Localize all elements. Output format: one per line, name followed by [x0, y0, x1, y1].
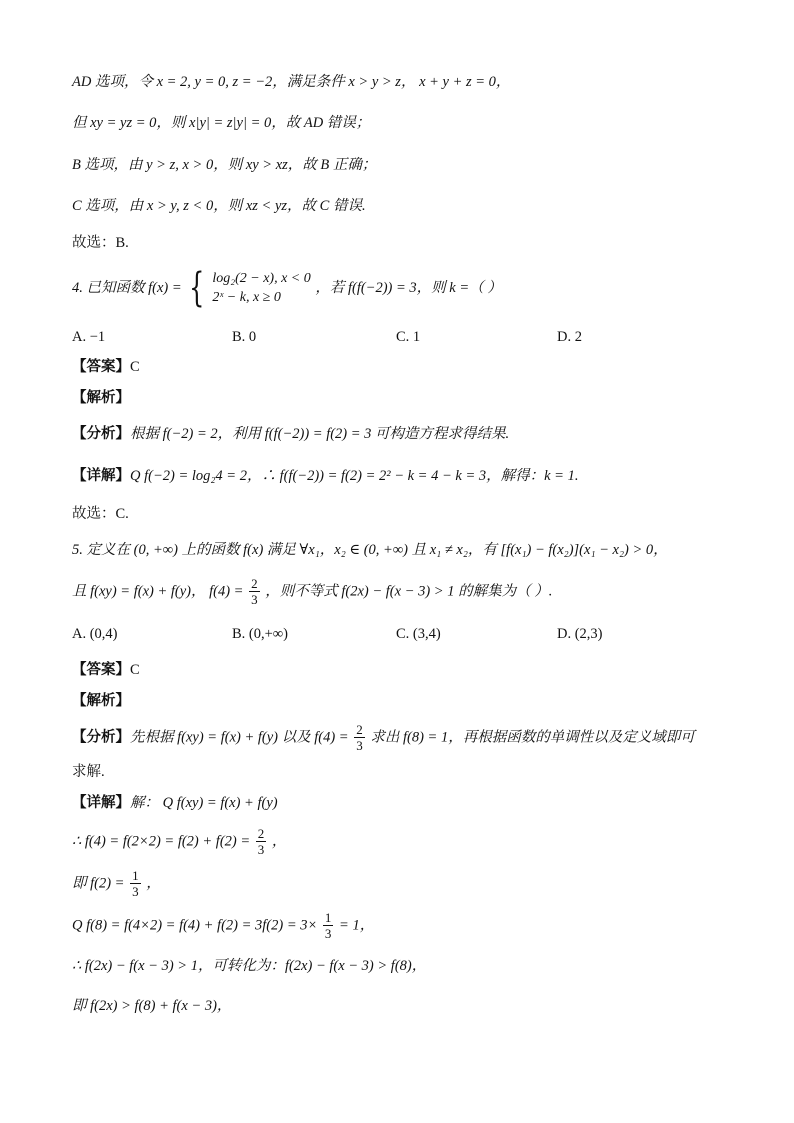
fraction — [130, 868, 141, 899]
fenxi-text: 根据 f(−2) = 2，利用 f(f(−2)) = f(2) = 3 可构造方程求得结果. — [130, 426, 510, 442]
fenxi-text: 先根据 f(xy) = f(x) + f(y) 以及 f(4) = — [130, 729, 349, 746]
q4-prefix: 4. 已知函数 f(x) = — [72, 280, 182, 296]
answer-value: C — [130, 359, 140, 375]
xiangjie-tag: 【详解】 — [72, 468, 130, 484]
q5-answer — [72, 660, 754, 680]
q4-fenxi — [72, 424, 754, 444]
fenxi-tag: 【分析】 — [72, 729, 130, 746]
analysis-tag: 【解析】 — [72, 693, 130, 709]
case-1: log₂(2 − x), x < 0 — [212, 271, 311, 286]
fenxi-text: 求出 f(8) = 1，再根据函数的单调性以及定义域即可 — [370, 729, 695, 746]
answer-tag: 【答案】 — [72, 662, 130, 678]
question-4-stem — [72, 265, 754, 312]
fraction — [256, 826, 267, 857]
q5-option-c: C. (3,4) — [396, 626, 441, 642]
numerator: 1 — [324, 910, 332, 925]
q4-choice: 故选：C. — [72, 506, 129, 522]
q5-option-a: A. (0,4) — [72, 626, 118, 642]
numerator: 2 — [356, 722, 363, 737]
numerator: 1 — [132, 868, 139, 883]
step-text: 即 f(2) = — [72, 875, 125, 892]
xiangjie-text: 解： Q f(xy) = f(x) + f(y) — [130, 795, 278, 811]
step-text: ， — [146, 875, 161, 892]
text-line: 故选：B. — [72, 235, 129, 251]
step-2 — [72, 868, 754, 904]
numerator: 2 — [257, 826, 265, 841]
fraction — [354, 722, 365, 753]
fraction — [249, 576, 260, 607]
analysis-tag: 【解析】 — [72, 390, 130, 406]
step-5: 即 f(2x) > f(8) + f(x − 3)， — [72, 998, 232, 1014]
step-text: ∴ f(4) = f(2×2) = f(2) + f(2) = — [72, 833, 251, 850]
numerator: 2 — [251, 576, 258, 591]
denominator: 3 — [257, 842, 265, 857]
step-text: Q f(8) = f(4×2) = f(4) + f(2) = 3f(2) = 3× — [72, 917, 318, 934]
step-text: ， — [271, 833, 287, 850]
q4-suffix: ，若 f(f(−2)) = 3，则 k =（ ） — [315, 280, 502, 296]
xiangjie-tag: 【详解】 — [72, 795, 130, 811]
text-line: C 选项，由 x > y, z < 0，则 xz < yz，故 C 错误. — [72, 198, 366, 214]
q4-analysis-tag — [72, 388, 754, 408]
step-3 — [72, 910, 754, 946]
xiangjie-text: Q f(−2) = log₂4 = 2，∴ f(f(−2)) = f(2) = 2² − k = 4 − k = 3，解得：k = 1. — [130, 468, 579, 484]
q5-stem-part: 且 f(xy) = f(x) + f(y)， f(4) = — [72, 583, 244, 600]
text-line: AD 选项，令 x = 2, y = 0, z = −2，满足条件 x > y > z， x + y + z = 0， — [72, 74, 511, 90]
denominator: 3 — [324, 926, 332, 941]
q5-fenxi — [72, 722, 754, 758]
step-text: = 1， — [339, 917, 375, 934]
piecewise-cases — [212, 269, 310, 307]
text-line: B 选项，由 y > z, x > 0，则 xy > xz，故 B 正确； — [72, 157, 377, 173]
q4-option-a: A. −1 — [72, 329, 106, 345]
q4-xiangjie — [72, 466, 754, 486]
question-5-stem-line2 — [72, 576, 754, 612]
question-5-stem-line1: 5. 定义在 (0, +∞) 上的函数 f(x) 满足 ∀x₁，x₂ ∈ (0, +∞) 且 x₁ ≠ x₂，有 [f(x₁) − f(x₂)](x₁ − x₂) > 0， — [72, 542, 668, 558]
q4-option-b: B. 0 — [232, 329, 257, 345]
q5-stem-part: ，则不等式 f(2x) − f(x − 3) > 1 的解集为（ ）. — [265, 583, 553, 600]
text-line: 但 xy = yz = 0，则 x|y| = z|y| = 0，故 AD 错误； — [72, 115, 371, 131]
fenxi-tag: 【分析】 — [72, 426, 130, 442]
answer-tag: 【答案】 — [72, 359, 130, 375]
q5-analysis-tag — [72, 691, 754, 711]
denominator: 3 — [132, 884, 139, 899]
q5-option-b: B. (0,+∞) — [232, 626, 288, 642]
step-4: ∴ f(2x) − f(x − 3) > 1，可转化为：f(2x) − f(x − 3) > f(8)， — [72, 958, 427, 974]
q5-fenxi-cont: 求解. — [72, 764, 105, 780]
q5-xiangjie — [72, 793, 754, 813]
q4-option-d: D. 2 — [557, 329, 582, 345]
denominator: 3 — [356, 738, 363, 753]
q4-option-c: C. 1 — [396, 329, 421, 345]
case-2: 2ˣ − k, x ≥ 0 — [212, 290, 281, 305]
brace: { — [189, 265, 205, 311]
q4-answer — [72, 357, 754, 377]
denominator: 3 — [251, 592, 258, 607]
answer-value: C — [130, 662, 140, 678]
fraction — [323, 910, 334, 941]
step-1 — [72, 826, 754, 862]
q5-option-d: D. (2,3) — [557, 626, 603, 642]
